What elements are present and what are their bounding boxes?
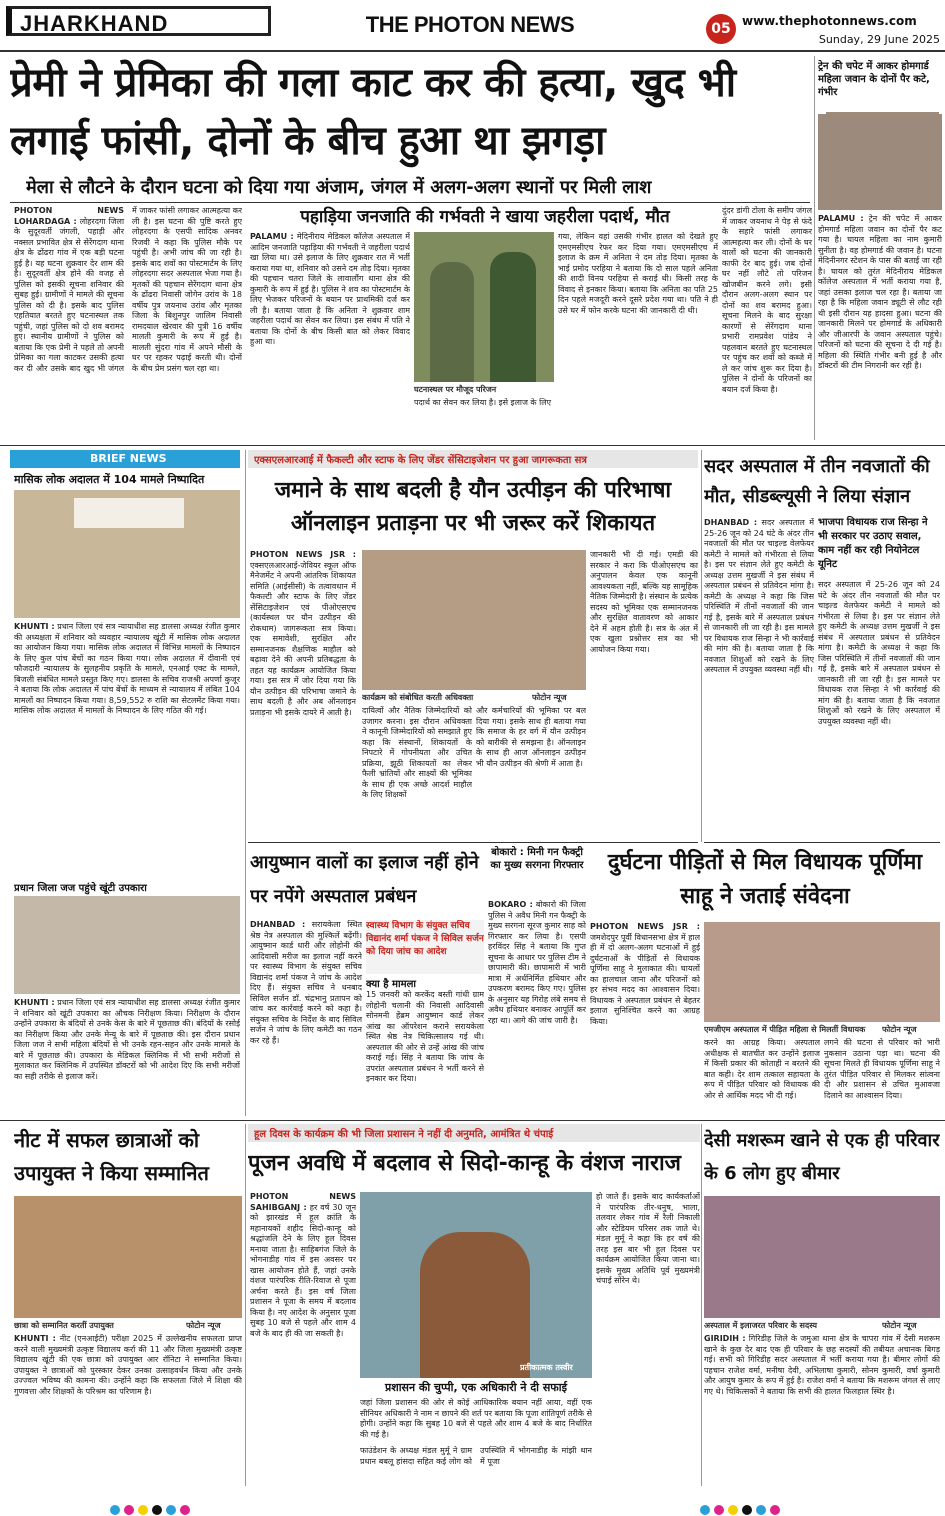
pahadiya-caption-line: पदार्थ का सेवन कर लिया है। इसे इलाज के लिए [414,398,552,407]
xlri-banner [248,450,698,468]
lok-adalat-banner [74,498,184,528]
pahadiya-photo-caption: घटनास्थल पर मौजूद परिजन [414,385,497,394]
brief-dateline-2: KHUNTI : [14,998,55,1007]
pahadiya-headline: पहाड़िया जनजाति की गर्भवती ने खाया जहरीला पदार्थ, मौत [300,207,670,227]
durghat-col: दुंदर डांगी टोला के समीप जंगल में जाकर जयनाथ ने पेड़ से फंदे के सहारे फांसी लगाकर आत्महत्या कर ली। दोनों के घर वालों को घटना की जानकारी काफी देर बाद हुई। जब दोनों घर नहीं लौटे तो परिजन खोजबीन करने लगे। इसी दौरान अलग-अलग स्थान पर दोनों का शव बरामद हुआ। सूचना मिलने के बाद सुरक्षा कारणों से सेरेंगदाग थाना प्रभारी रामप्रवेश पांडेय ने पहलवान बरतते हुए घटनास्थल पर पहुंच कर शवों को कब्जे में ले कर जांच शुरू कर दिया है। पुलिस ने दोनों के परिजनों का बयान दर्ज किया है। [722,206,812,394]
page-number: 05 [711,21,731,37]
train-dateline: PALAMU : [818,214,864,223]
purnima-photo-caption: एमजीएम अस्पताल में पीड़ित महिला से मिलतीं विधायक [704,1025,866,1034]
neet-photo-credit: फोटोन न्यूज [186,1321,221,1330]
train-headline-box [818,60,942,112]
pahadiya-col3: गया, लेकिन वहां उसकी गंभीर हालत को देखते हुए एमएमसीएच रेफर कर दिया गया। एमएमसीएच में इलाज के क्रम में अनिता ने दम तोड़ दिया। मृतका के भाई प्रमोद परहिया ने बताया कि दो साल पहले अनिता की शादी विनय परहिया से कराई थी। किसी तरह के विवाद से इनकार किया। बताया कि अनिता का पति 25 दिन पहले मजदूरी करने दूसरे प्रदेश गया था। पति ने ही उसे घर में फोन करके घटना की जानकारी दी थी। [558,232,718,315]
col-rule-e [814,56,815,440]
sadar-body [704,518,814,836]
lead-headline: प्रेमी ने प्रेमिका की गला काट कर की हत्या, खुद भी लगाई फांसी, दोनों के बीच हुआ था झगड़ा [10,60,736,164]
ayushman-box-body: 15 जनवरी को करकेंद बस्ती गांधी ग्राम लोहोनी चलानी की निवासी आदिवासी सोनमनी हेंब्रम आयुष्मान कार्ड लेकर आंख का ऑपरेशन कराने सरायकेला स्थित श्रेष्ठ नेत्र चिकित्सालय गई थी। अस्पताल की ओर से उन्हें आंख की जांच कराई गई। सिंह ने बताया कि जांच के उपरांत अस्पताल प्रबंधन ने भर्ती करने से इनकार कर दिया। [366,990,484,1083]
xlri-photo-credit: फोटोन न्यूज [532,693,567,702]
section-label [6,6,271,36]
purnima-headline: दुर्घटना पीड़ितों से मिल विधायक पूर्णिमा साहू ने जताई संवेदना [607,850,923,909]
brief-body1 [14,622,240,880]
brief-body1-text: प्रधान जिला एवं सत्र न्यायाधीश सह डालसा अध्यक्ष रंजीत कुमार की अध्यक्षता में शनिवार को व्यवहार न्यायालय खूंटी में मासिक लोक अदालत का आयोजन किया गया। मासिक लोक अदालत में विभिन्न मामलों के निष्पादन के लिए कुल पांच बेंचों का गठन किया गया। लोक अदालत में दीवानी एवं फौजदारी न्यायालय के सुलहनीय प्रकृति के मामले, एनआई एक्ट के मामले, बिजली संबंधित मामले प्रस्तुत किए गए। डालसा के सचिव राजश्री अपर्णा कुजूर ने बताया कि लोक अदालत में पांच बेंचों के माध्यम से न्यायालय में लंबित 104 मामलों का निष्पादन किया गया। 8,59,552 रु राशि का सेटलमेंट किया गया। मासिक लोक अदालत में मामलों के निष्पादन के लिए गठित की गई। [14,622,240,715]
xlri-col2: दायित्वों और नैतिक जिम्मेदारियों को उजागर करना। इस दौरान अधिवक्ता ने कानूनी जिम्मेदारियों को समझाते हुए कहा कि संस्थानों, शिकायतों के निपटारे में गोपनीयता और उचित प्रक्रिया, झूठी शिकायतों का लेकर फैली भ्रांतियों और साक्ष्यों की भूमिका के साथ ही एक अच्छे आदर्श माहौल के लिए शिक्षकों [362,706,472,799]
hul-body-text: हर वर्ष 30 जून को झारखंड में हूल क्रांति के महानायकों शहीद सिदो-कान्हू को श्रद्धांजलि देने के लिए हूल दिवस मनाया जाता है। साहिबगंज जिले के भोगनाडीह गांव में इस अवसर पर खास आयोजन होते हैं, जहां उनके वंशज पारंपरिक रीति-रिवाज से पूजा अर्चना करते हैं। इस वर्ष जिला प्रशासन ने पूजा के समय में बदलाव किया है। नए आदेश के अनुसार पूजा सुबह 10 बजे से पहले और शाम 4 बजे के बाद ही की जा सकती है। [250,1202,356,1338]
sadar-body-cont: सदर अस्पताल में 25-26 जून को 24 घंटे के अंदर तीन नवजातों की मौत पर चाइल्ड वेलफेयर कमेटी ने मामले को गंभीरता से लिया है। इस पर संज्ञान लेते हुए कमेटी के अध्यक्ष उत्तम मुखर्जी ने इस संबंध में अस्पताल प्रबंधन से प्रतिवेदन मांगा है। कमेटी के अध्यक्ष ने कहा कि जिस परिस्थिति में तीनों नवजातों की जान गई है, इसके बारे में अस्पताल प्रबंधन से जानकारी ली जा रही है। इस मामले पर विधायक राज सिन्हा ने भी कार्रवाई की मांग की है। बताया जाता है कि नवजात शिशुओं को रखने के लिए अस्पताल में उपयुक्त व्यवस्था नहीं थी। [818,580,940,726]
section-rule-2 [248,842,698,843]
hul-dateline: PHOTON NEWS SAHIBGANJ : [250,1192,356,1212]
sadar-headline: सदर अस्पताल में तीन नवजातों की मौत, सीडब्ल्यूसी ने लिया संज्ञान [704,456,930,507]
sadar-body-text: सदर अस्पताल में 25-26 जून को 24 घंटे के अंदर तीन नवजातों की मौत पर चाइल्ड वेलफेयर कमेटी ने मामले को गंभीरता से लिया है। इस पर संज्ञान लेते हुए कमेटी के अध्यक्ष उत्तम मुखर्जी ने इस संबंध में अस्पताल प्रबंधन से प्रतिवेदन मांगा है। कमेटी के अध्यक्ष ने कहा कि जिस परिस्थिति में तीनों नवजातों की जान गई है, इसके बारे में अस्पताल प्रबंधन से जानकारी ली जा रही है। इस मामले पर विधायक राज सिन्हा ने भी कार्रवाई की मांग की है। बताया जाता है कि नवजात शिशुओं को रखने के लिए अस्पताल में उपयुक्त व्यवस्था नहीं थी। [704,518,814,674]
masthead-rule [0,50,945,52]
neet-body [14,1334,242,1486]
mushroom-body [704,1334,940,1486]
hul-banner-text: हूल दिवस के कार्यक्रम की भी जिला प्रशासन ने नहीं दी अनुमति, आमंत्रित थे चंपाई [254,1129,554,1140]
neet-dateline: KHUNTI : [14,1334,56,1343]
neet-body-text: नीट (एनआईटी) परीक्षा 2025 में उल्लेखनीय सफलता प्राप्त करने वाली मुख्यमंत्री उत्कृष्ट विद्यालय कर्रा की 11 और जिला मुख्यमंत्री उत्कृष्ट विद्यालय खूंटी की एक छात्रा को उपायुक्त आर रॉनिटा ने सम्मानित किया। उपायुक्त ने छात्राओं को पुरस्कार देकर उनका उत्साहवर्धन किया और उनके उज्ज्वल भविष्य की कामना की। उन्होंने कहा कि सफलता जिले में शिक्षा की गुणवत्ता और शिक्षकों के परिश्रम का परिणाम है। [14,1334,242,1396]
train-headline-text: ट्रेन की चपेट में आकर होमगार्ड महिला जवान के दोनों पैर कटे, गंभीर [818,61,930,98]
purnima-col2: करने का आग्रह किया। अस्पताल अधीक्षक से बातचीत कर उन्होंने इलाज में किसी प्रकार की कोताही न बरतने की बात कही। देर शाम तत्काल सहायता के रूप में पीड़ित परिवार को विधायक की ओर से आर्थिक मदद भी दी गई। [704,1038,820,1100]
train-photo-main [818,114,942,210]
hul-banner [248,1124,700,1142]
sadar-dateline: DHANBAD : [704,518,758,527]
xlri-body [250,550,356,840]
pahadiya-dateline: PALAMU : [250,232,294,241]
registration-marks-left [110,1500,230,1512]
ayushman-body-text: सरायकेला स्थित श्रेष्ठ नेत्र अस्पताल की मुश्किलें बढ़ेंगी। आयुष्मान कार्ड धारी और लोहोनी की आदिवासी मरीज का इलाज नहीं करने पर स्वास्थ्य विभाग के संयुक्त सचिव विद्यानंद शर्मा पंकज ने जांच के आदेश दिए हैं। संयुक्त सचिव ने धनबाद सिविल सर्जन डॉ. चंद्रभानु प्रतापन को जांच कर कार्रवाई करने को कहा है। संयुक्त सचिव के निर्देश के बाद सिविल सर्जन ने जांच के लिए कमेटी का गठन कर रहे हैं। [250,920,362,1045]
issue-date: Sunday, 29 June 2025 [818,33,940,46]
neet-photo [14,1196,242,1318]
lead-body-text: लोहरदगा जिला के सुदूरवर्ती जंगली, पहाड़ी और नक्सल प्रभावित क्षेत्र से सेरेंगदाग थाना क्षेत्र के ढोंढरा गांव में एक बड़ी घटना हुई है। यह घटना शुक्रवार देर शाम की है। सुदूरवर्ती क्षेत्र होने की वजह से पुलिस को इसकी सूचना शनिवार की सुबह हुई। ग्रामीणों ने मामले की सूचना पुलिस को दी है। इसके बाद पुलिस एहतियात बरतते हुए घटनास्थल तक पहुंची, जहां पुलिस को दो शव बरामद हुए। स्थानीय ग्रामीणों ने पुलिस को बताया कि एक प्रेमी ने पहले तो अपनी प्रेमिका का गला काटकर उसकी हत्या कर दी और उसके बाद खुद भी जंगल में जाकर फांसी लगाकर आत्महत्या कर ली है। इस घटना की पुष्टि करते हुए लोहरदगा के एसपी सादिक अनवर रिजवी ने कहा कि पुलिस मौके पर पहुंची है। अभी जांच की जा रही है। इसके बाद शवों का पोस्टमार्टम के लिए लोहरदगा सदर अस्पताल भेजा गया है। मृतकों की पहचान सेरेंगदाग थाना क्षेत्र के ढोंढरा निवासी जोगेन उरांव के 18 वर्षीय पुत्र जयनाथ उरांव और मृतका जिला के बिशुनपुर जालिम निवासी रामदयाल खेरवार की पुत्री 16 वर्षीय मालती कुमारी के रूप में हुई है। मालती सुंदरा गांव में अपने मौसी के घर पर रहकर पढ़ाई करती थी। दोनों के बीच प्रेम प्रसंग चल रहा था। [14,206,242,373]
col-rule-c [245,1124,246,1486]
lead-body [14,206,242,438]
page-number-badge [706,14,736,44]
person-figure-1 [430,262,474,382]
xlri-col3: और कर्मचारियों की भूमिका पर बल दिया गया। इसके साथ ही बताया गया कि समाज के हर वर्ग में यौन उत्पीड़न को बारीकी से समझना है। ऑनलाइन के साथ ही आज ऑनलाइन उत्पीड़न भी यौन उत्पीड़न की श्रेणी में आता है। [476,706,586,768]
xlri-banner-text: एक्सएलआरआई में फैकल्टी और स्टाफ के लिए जेंडर सेंसिटाइजेशन पर हुआ जागरूकता सत्र [254,455,587,466]
person-figure-2 [490,252,536,382]
pahadiya-body [250,232,410,416]
col-rule-b [701,450,702,842]
pahadiya-body-text: मेदिनीराय मेडिकल कॉलेज अस्पताल में आदिम जनजाति पहाड़िया की गर्भवती ने जहरीला पदार्थ खा लिया था। उसे इलाज के लिए शुक्रवार रात में भर्ती कराया गया था, शनिवार को उसने दम तोड़ दिया। मृतका की पहचान चतरा जिले के लावालौंग थाना क्षेत्र की कुमारी के रूप में हुई है। पुलिस ने शव का पोस्टमार्टम के लिए भेजकर परिजनों के बयान पर प्राथमिकी दर्ज कर ली है। बताया जाता है कि अनिता ने शुक्रवार शाम जहरीला पदार्थ का सेवन कर लिया। इस संबंध में पति ने बताया कि दोनों के बीच किसी बात को लेकर विवाद हुआ था। [250,232,410,346]
train-body [818,214,942,440]
neet-photo-caption: छात्रा को सम्मानित करतीं उपायुक्त [14,1321,114,1330]
mushroom-photo [704,1196,940,1318]
purnima-body [590,922,700,1116]
paper-name: THE PHOTON NEWS [365,12,575,37]
lok-adalat-photo [14,490,240,618]
purnima-body-text: जमशेदपुर पूर्वी विधानसभा क्षेत्र में हाल ही में दो अलग-अलग घटनाओं में हुई दुर्घटनाओं के पीड़ितों से विधायक पूर्णिमा साहू ने मुलाकात की। घायलों का हालचाल जाना और परिजनों को हर संभव मदद का आश्वासन दिया। विधायक ने अस्पताल प्रबंधन से बेहतर इलाज सुनिश्चित करने का आग्रह किया। [590,932,700,1026]
mushroom-photo-credit: फोटोन न्यूज [882,1321,917,1330]
bokaro-dateline: BOKARO : [488,900,533,909]
mushroom-photo-caption: अस्पताल में इलाजरत परिवार के सदस्य [704,1321,817,1330]
hul-photo [360,1192,592,1378]
bokaro-body [488,900,586,1116]
section-rule-3 [0,1120,945,1121]
ayushman-headline: आयुष्मान वालों का इलाज नहीं होने पर नपेंगे अस्पताल प्रबंधन [250,852,479,907]
col-rule-d [701,1124,702,1486]
section-rule-2b [704,842,940,843]
pahadiya-photo [414,232,554,382]
brief-news-label: BRIEF NEWS [90,452,167,465]
ayushman-dateline: DHANBAD : [250,920,306,929]
xlri-photo [362,550,586,690]
hul-headline: पूजन अवधि में बदलाव से सिदो-कान्हू के वंशज नाराज [248,1151,681,1176]
xlri-dateline: PHOTON NEWS JSR : [250,550,356,559]
lead-rule [10,202,810,203]
section-label-text: JHARKHAND [20,11,169,36]
brief-dateline-1: KHUNTI : [14,622,55,631]
neet-headline: नीट में सफल छात्राओं को उपायुक्त ने किया सम्मानित [14,1128,209,1185]
train-body-text: ट्रेन की चपेट में आकर होमगार्ड महिला जवान का दोनों पैर कट गया है। घायल महिला का नाम कुमारी सुनीता है। वह होमगार्ड की जवान है। घटना मेदिनीनगर स्टेशन के पास की बताई जा रही है। घायल को तुरंत मेदिनीराय मेडिकल कॉलेज अस्पताल में भर्ती कराया गया है, जहां उसका इलाज चल रहा है। बताया जा रहा है कि महिला जवान ड्यूटी से लौट रही थी इसी दौरान यह हादसा हुआ। घटना की जानकारी मिलने पर होमगार्ड के अधिकारी और जीआरपी के जवान अस्पताल पहुंचे। परिजनों को घटना की सूचना दे दी गई है। महिला की स्थिति गंभीर बनी हुई है और डॉक्टरों की टीम निगरानी कर रही है। [818,214,942,370]
paper-logo [355,12,585,44]
purnima-photo [704,922,940,1022]
hul-photo-caption: प्रतीकात्मक तस्वीर [520,1363,573,1372]
ayushman-body [250,920,362,1116]
lead-dateline: PHOTON NEWS LOHARDAGA : [14,206,124,226]
hul-photo-body: जहां जिला प्रशासन की ओर से कोई आधिकारिक बयान नहीं आया, वहीं एक सीनियर अधिकारी ने नाम न छापने की शर्त पर बताया कि पूजा शांतिपूर्ण तरीके से होगी। उन्होंने कहा कि सुबह 10 बजे से पहले और शाम 4 बजे के बाद निर्धारित की गई है। [360,1398,592,1439]
mushroom-headline: देसी मशरूम खाने से एक ही परिवार के 6 लोग हुए बीमार [704,1130,940,1184]
lead-subhead: मेला से लौटने के दौरान घटना को दिया गया अंजाम, जंगल में अलग-अलग स्थानों पर मिली लाश [26,177,652,198]
registration-marks-right [700,1500,830,1512]
purnima-dateline: PHOTON NEWS JSR : [590,922,700,931]
purnima-photo-credit: फोटोन न्यूज [882,1025,917,1034]
xlri-col4: जानकारी भी दी गई। एमडी की सरकार ने करा कि पीओएसएच का अनुपालन केवल एक कानूनी आवश्यकता नहीं, बल्कि यह सामूहिक नैतिक जिम्मेदारी है। संस्थान के प्रत्येक सदस्य को भूमिका एक सम्मानजनक और सुरक्षित वातावरण को आकार देने में अहम होती है। सत्र के अंत में एक खुला प्रश्नोत्तर सत्र का भी आयोजन किया गया। [590,550,698,654]
brief-head2: प्रधान जिला जज पहुंचे खूंटी उपकारा [14,883,147,894]
bokaro-body-text: बोकारो की जिला पुलिस ने अवैध मिनी गन फैक्ट्री के मुख्य सरगना सूरज कुमार साह को गिरफ्तार कर लिया है। एसपी हरविंदर सिंह ने बताया कि गुप्त सूचना के आधार पर पुलिस टीम ने छापामारी की। छापामारी में भारी मात्रा में अर्धनिर्मित हथियार और उपकरण बरामद किए गए। पुलिस के अनुसार यह गिरोह लंबे समय से अवैध हथियार बनाकर आपूर्ति कर रहा था। आगे की जांच जारी है। [488,900,586,1025]
hul-col-bottom: फाउंडेशन के अध्यक्ष मंडल मुर्मू ने ग्राम प्रधान बबलू हांसदा सहित कई लोग को उपस्थिति में भोगनाडीह के मांझी थान में पूजा [360,1446,592,1466]
bokaro-headline: बोकारो : मिनी गन फैक्ट्री का मुख्य सरगना गिरफ्तार [490,847,584,871]
mushroom-body-text: गिरिडीह जिले के जमुआ थाना क्षेत्र के चापरा गांव में देसी मशरूम खाने के कुछ देर बाद एक ही परिवार के छह सदस्यों की तबीयत अचानक बिगड़ गई। सभी को गिरिडीह सदर अस्पताल में भर्ती कराया गया है। बीमार लोगों की पहचान राजेश वर्मा, मनीषा देवी, अभिलाषा कुमारी, सोनम कुमारी, वर्षा कुमारी और आयुष कुमार के रूप में हुई है। राजेश वर्मा ने बताया कि मशरूम जंगल से लाए गए थे। चिकित्सकों ने बताया कि सभी की हालत फिलहाल स्थिर है। [704,1334,940,1396]
hul-col3: हो जाते हैं। इसके बाद कार्यकर्ताओं ने पारंपरिक तीर-धनुष, भाला, तलवार लेकर गांव में रैली निकाली और स्टेडियम परिसर तक जाते थे। मंडल मुर्मू ने कहा कि हर वर्ष की तरह इस बार भी हूल दिवस पर कार्यक्रम आयोजित किया जाना था। इसके मुख्य अतिथि पूर्व मुख्यमंत्री चंपाई सोरेन थे। [596,1192,700,1285]
sadar-sub: भाजपा विधायक राज सिन्हा ने भी सरकार पर उठाए सवाल, काम नहीं कर रही नियोनेटल यूनिट [818,517,928,570]
upkara-photo [14,896,240,994]
website-link[interactable]: www.thephotonnews.com [742,14,917,28]
xlri-headline: जमाने के साथ बदली है यौन उत्पीड़न की परिभाषा ऑनलाइन प्रताड़ना पर भी जरूर करें शिकायत [274,478,672,536]
purnima-col3: लगने की घटना से परिवार को भारी नुकसान उठाना पड़ा था। घटना की सूचना मिलते ही विधायक पूर्णिमा साहू ने तुरंत पीड़ित परिवार से मिलकर सांत्वना दी और प्रशासन से उचित मुआवजा दिलाने का आश्वासन दिया। [824,1038,940,1100]
ayushman-box-head: क्या है मामला [366,979,416,990]
section-rule-1 [0,445,945,446]
mushroom-dateline: GIRIDIH : [704,1334,746,1343]
xlri-photo-caption: कार्यक्रम को संबोधित करती अधिवक्ता [362,693,474,702]
hul-body [250,1192,356,1486]
hul-photo-head: प्रशासन की चुप्पी, एक अधिकारी ने दी सफाई [384,1381,568,1394]
brief-head1: मासिक लोक अदालत में 104 मामले निष्पादित [14,473,205,486]
brief-body2 [14,998,240,1116]
xlri-body-text: एक्सएलआरआई-जेवियर स्कूल ऑफ मैनेजमेंट ने अपनी आंतरिक शिकायत समिति (आईसीसी) के तत्वावधान में फैकल्टी और स्टाफ के लिए जेंडर सेंसिटाइजेशन एवं पीओएसएच (कार्यस्थल पर यौन उत्पीड़न की रोकथाम) जागरूकता सत्र किया। एक समावेशी, सुरक्षित और सम्मानजनक शैक्षणिक माहौल को बढ़ावा देने की अपनी प्रतिबद्धता के तहत यह कार्यक्रम आयोजित किया गया। इस सत्र में जोर दिया गया कि यौन उत्पीड़न की परिभाषा जमाने के साथ बदली है और अब ऑनलाइन प्रताड़ना भी इसके दायरे में आती है। [250,560,356,717]
brief-news-bar [10,450,240,468]
ayushman-box: स्वास्थ्य विभाग के संयुक्त सचिव विद्यानंद शर्मा पंकज ने सिविल सर्जन को दिया जांच का आदेश [366,920,484,974]
hul-figure [420,1232,530,1378]
brief-body2-text: प्रधान जिला एवं सत्र न्यायाधीश सह डालसा अध्यक्ष रंजीत कुमार ने शनिवार को खूंटी उपकारा का औचक निरीक्षण किया। निरीक्षण के दौरान उन्होंने उपकारा के बंदियों से उनके केस के बारे में पूछताछ की। बंदियों के रसोई का निरीक्षण किया और उनके मेन्यू के बारे में पूछताछ की। इस दौरान प्रधान जिला जज ने सभी महिला बंदियों से भी उनके रहन-सहन और उनके मामले के बारे में पूछताछ की। उपकारा के मेडिकल क्लिनिक में भी सभी मरीजों से मुलाकात कर क्लिनिक में उपस्थित डॉक्टरों को भी आदेश दिए कि सभी मरीजों का सही तरीके से इलाज करें। [14,998,240,1081]
col-rule-a [245,450,246,1116]
